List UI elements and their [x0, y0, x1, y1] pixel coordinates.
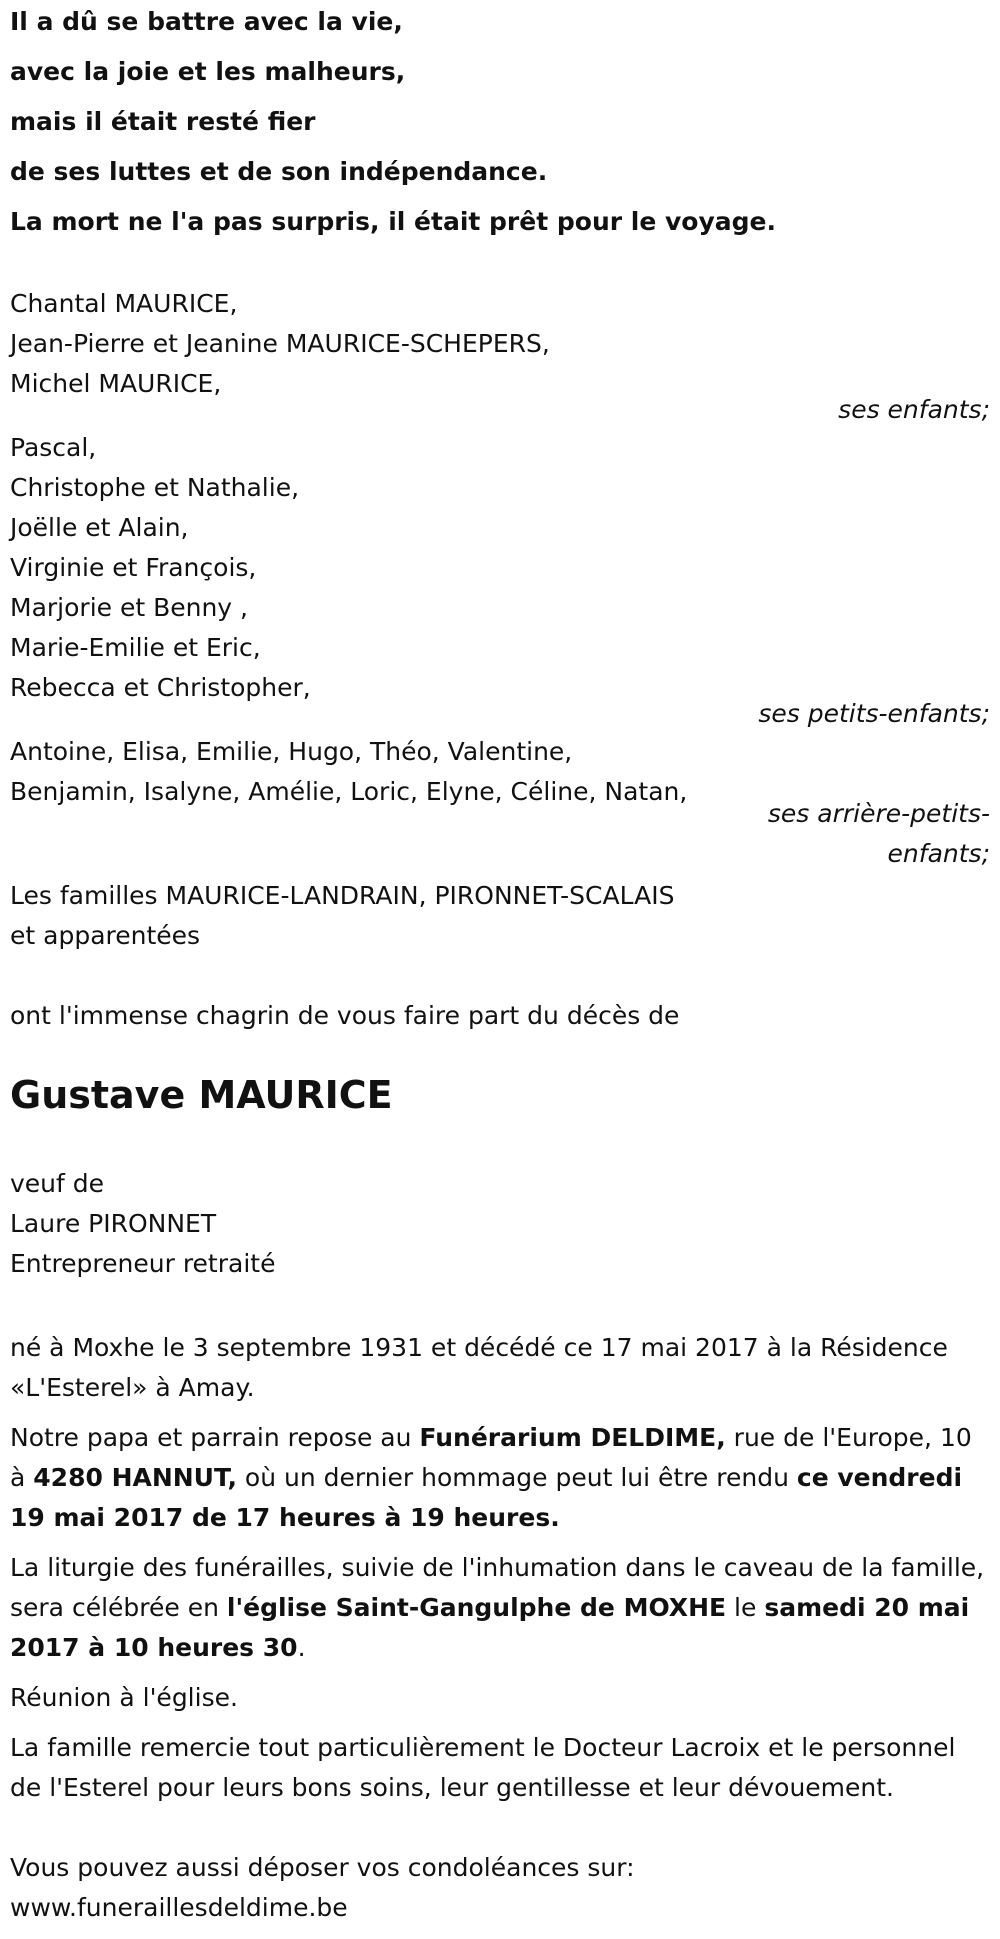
birth-death-paragraph: né à Moxhe le 3 septembre 1931 et décédé ce 17 mai 2017 à la Résidence «L'Esterel» à Amay. [10, 1333, 948, 1402]
great-grandchildren-label: ses arrière-petits-enfants; [767, 799, 990, 868]
announcement: ont l'immense chagrin de vous faire part du décès de [10, 1001, 680, 1030]
grandchild-name: Pascal, [10, 433, 97, 462]
poem-line: Il a dû se battre avec la vie, [10, 7, 403, 36]
child-name: Michel MAURICE, [10, 369, 222, 398]
meeting-paragraph: Réunion à l'église. [10, 1683, 238, 1712]
deceased-name: Gustave MAURICE [10, 1073, 393, 1117]
poem-line: avec la joie et les malheurs, [10, 57, 406, 86]
grandchild-name: Rebecca et Christopher, [10, 673, 311, 702]
grandchildren-label: ses petits-enfants; [758, 699, 990, 728]
poem-line: mais il était resté fier [10, 107, 316, 136]
poem-line: de ses luttes et de son indépendance. [10, 157, 548, 186]
families-line: et apparentées [10, 921, 201, 950]
church-name: l'église Saint-Gangulphe de MOXHE [226, 1593, 727, 1622]
children-label: ses enfants; [838, 395, 990, 424]
funeral-text: La liturgie des funérailles, suivie de l'inhumation dans le caveau de la famille, sera célébrée en [10, 1553, 985, 1622]
grandchild-name: Virginie et François, [10, 553, 257, 582]
poem-line: La mort ne l'a pas surpris, il était prêt pour le voyage. [10, 207, 776, 236]
great-grandchildren-line: Antoine, Elisa, Emilie, Hugo, Théo, Valentine, [10, 737, 573, 766]
funeral-home-city: 4280 HANNUT, [33, 1463, 237, 1492]
condolences-link[interactable]: www.funeraillesdeldime.be [10, 1893, 348, 1922]
child-name: Chantal MAURICE, [10, 289, 238, 318]
grandchild-name: Christophe et Nathalie, [10, 473, 300, 502]
families-line: Les familles MAURICE-LANDRAIN, PIRONNET-SCALAIS [10, 881, 675, 910]
grandchild-name: Marjorie et Benny , [10, 593, 249, 622]
funeral-paragraph [10, 1548, 990, 1668]
funeral-text: le [726, 1593, 765, 1622]
child-name: Jean-Pierre et Jeanine MAURICE-SCHEPERS, [10, 329, 550, 358]
grandchild-name: Marie-Emilie et Eric, [10, 633, 261, 662]
deceased-status: Laure PIRONNET [10, 1209, 217, 1238]
viewing-text: où un dernier hommage peut lui être rendu [236, 1463, 797, 1492]
viewing-paragraph [10, 1418, 990, 1538]
grandchild-name: Joëlle et Alain, [10, 513, 189, 542]
funeral-home-name: Funérarium DELDIME, [419, 1423, 726, 1452]
condolences-text: Vous pouvez aussi déposer vos condoléances sur: [10, 1853, 635, 1882]
viewing-time: ce vendredi 19 mai 2017 de 17 heures à 19 heures. [10, 1463, 963, 1532]
viewing-text: rue de l'Europe, 10 à [10, 1423, 972, 1492]
great-grandchildren-line: Benjamin, Isalyne, Amélie, Loric, Elyne, Céline, Natan, [10, 777, 688, 806]
deceased-status: Entrepreneur retraité [10, 1249, 276, 1278]
deceased-status: veuf de [10, 1169, 105, 1198]
funeral-text: . [297, 1633, 306, 1662]
viewing-text: Notre papa et parrain repose au [10, 1423, 420, 1452]
thanks-paragraph: La famille remercie tout particulièrement le Docteur Lacroix et le personnel de l'Esterel pour leurs bons soins, leur gentillesse et leur dévouement. [10, 1733, 956, 1802]
funeral-time: samedi 20 mai 2017 à 10 heures 30 [10, 1593, 970, 1662]
